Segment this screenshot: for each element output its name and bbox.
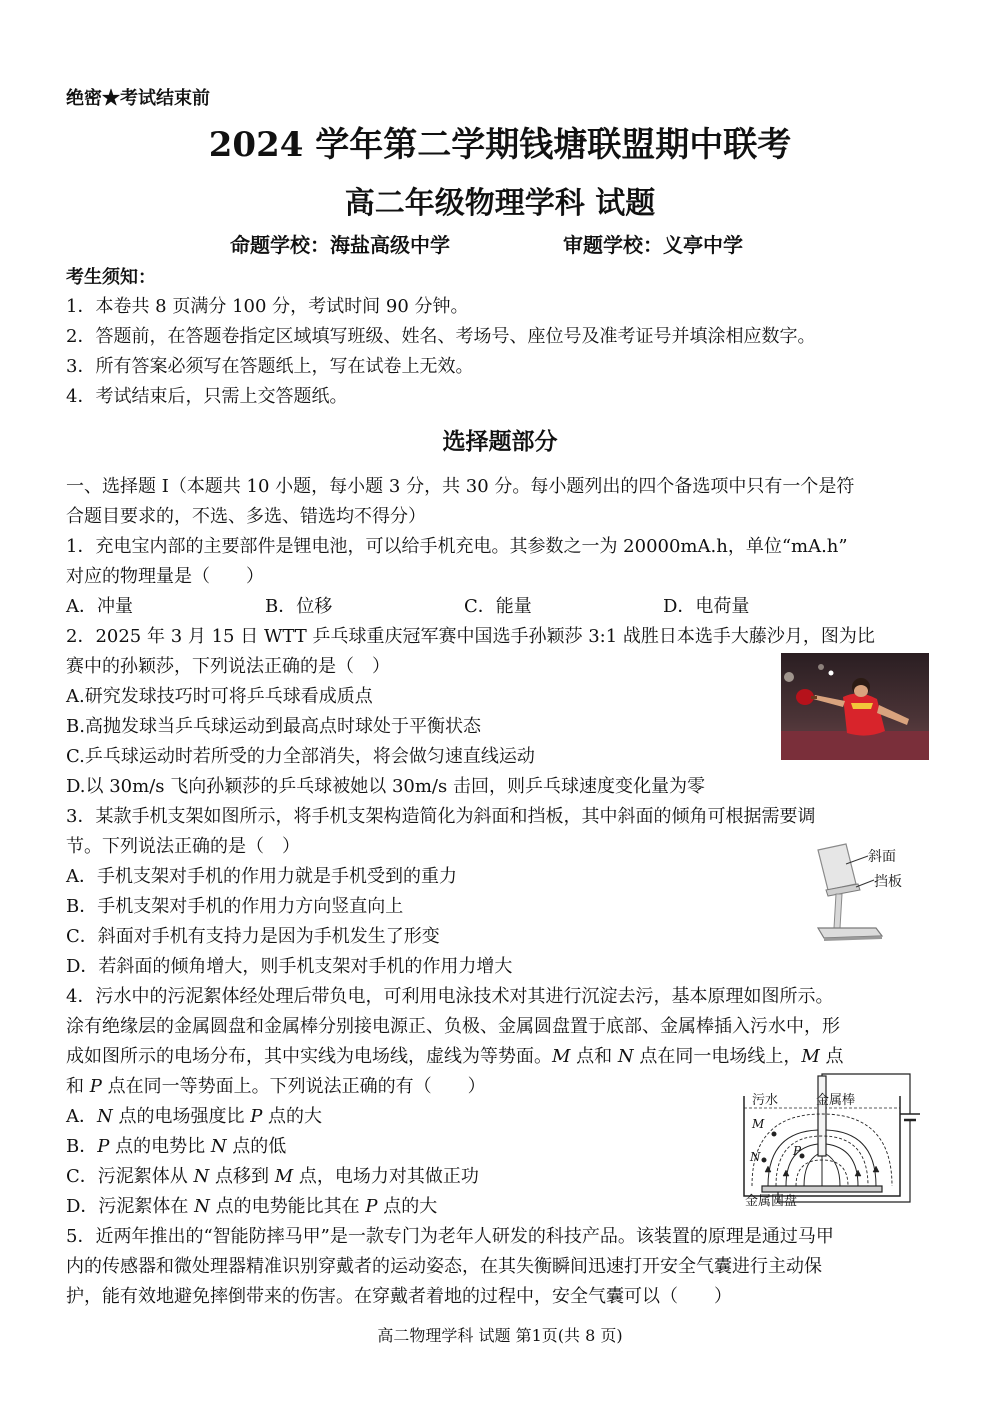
label-slope: 斜面 (868, 849, 896, 865)
label-point-p: P (793, 1144, 802, 1158)
q2-stem-1: 2．2025 年 3 月 15 日 WTT 乒乓球重庆冠军赛中国选手孙颖莎 3:1 战胜日本选手大藤沙月，图为比 (66, 626, 875, 647)
notice-title: 考生须知： (66, 267, 156, 288)
secret-label: 绝密★考试结束前 (66, 88, 210, 109)
table-tennis-photo (781, 653, 929, 760)
q5-stem-2: 内的传感器和微处理器精准识别穿戴者的运动姿态，在其失衡瞬间迅速打开安全气囊进行主动保 (66, 1256, 822, 1277)
q4-stem-2: 涂有绝缘层的金属圆盘和金属棒分别接电源正、负极、金属圆盘置于底部、金属棒插入污水中，形 (66, 1016, 840, 1037)
q3-stem-2: 节。下列说法正确的是（ ） (66, 836, 300, 857)
label-point-m: M (752, 1117, 765, 1131)
q1-stem-2: 对应的物理量是（ ） (66, 566, 264, 587)
q2-option-a: A.研究发球技巧时可将乒乓球看成质点 (66, 686, 373, 707)
q5-stem-1: 5．近两年推出的“智能防摔马甲”是一款专门为老年人研发的科技产品。该装置的原理是通过马甲 (66, 1226, 834, 1247)
q4-option-b: B．P 点的电势比 N 点的低 (66, 1136, 287, 1157)
q4-option-c: C．污泥絮体从 N 点移到 M 点，电场力对其做正功 (66, 1166, 479, 1187)
q1-stem-1: 1．充电宝内部的主要部件是锂电池，可以给手机充电。其参数之一为 20000mA.h，单位“mA.h” (66, 536, 848, 557)
notice-item-3: 3．所有答案必须写在答题纸上，写在试卷上无效。 (66, 356, 474, 377)
exam-title: 2024 学年第二学期钱塘联盟期中联考 (208, 125, 792, 165)
label-baffle: 挡板 (874, 874, 902, 890)
q4-stem-4: 和 P 点在同一等势面上。下列说法正确的有（ ） (66, 1076, 486, 1097)
q4-option-a: A．N 点的电场强度比 P 点的大 (66, 1106, 323, 1127)
section-title: 选择题部分 (442, 428, 558, 455)
q5-stem-3: 护，能有效地避免摔倒带来的伤害。在穿戴者着地的过程中，安全气囊可以（ ） (66, 1286, 732, 1307)
notice-item-2: 2．答题前，在答题卷指定区域填写班级、姓名、考场号、座位号及准考证号并填涂相应数字。 (66, 326, 816, 347)
proposer-school: 命题学校：海盐高级中学 (230, 233, 450, 257)
exam-subtitle: 高二年级物理学科 试题 (344, 186, 656, 221)
q4-stem-1: 4．污水中的污泥絮体经处理后带负电，可利用电泳技术对其进行沉淀去污，基本原理如图所示。 (66, 986, 834, 1007)
q2-stem-2: 赛中的孙颖莎，下列说法正确的是（ ） (66, 656, 390, 677)
q1-option-c: C．能量 (464, 596, 532, 617)
q3-option-a: A．手机支架对手机的作用力就是手机受到的重力 (66, 866, 457, 887)
reviewer-school: 审题学校：义亭中学 (563, 233, 743, 257)
q4-stem-3: 成如图所示的电场分布，其中实线为电场线，虚线为等势面。M 点和 N 点在同一电场线上，M 点 (66, 1046, 844, 1067)
notice-item-1: 1．本卷共 8 页满分 100 分，考试时间 90 分钟。 (66, 296, 469, 317)
label-rod: 金属棒 (816, 1093, 856, 1108)
label-disk: 金属圆盘 (745, 1194, 798, 1209)
q4-option-d: D．污泥絮体在 N 点的电势能比其在 P 点的大 (66, 1196, 438, 1217)
q2-option-b: B.高抛发球当乒乓球运动到最高点时球处于平衡状态 (66, 716, 481, 737)
notice-item-4: 4．考试结束后，只需上交答题纸。 (66, 386, 348, 407)
q2-option-d: D.以 30m/s 飞向孙颖莎的乒乓球被她以 30m/s 击回，则乒乓球速度变化量为零 (66, 776, 705, 797)
q1-option-a: A．冲量 (66, 596, 133, 617)
label-point-n: N (750, 1150, 761, 1164)
label-water: 污水 (752, 1093, 779, 1108)
part1-intro-2: 合题目要求的，不选、多选、错选均不得分） (66, 506, 426, 527)
q2-option-c: C.乒乓球运动时若所受的力全部消失，将会做匀速直线运动 (66, 746, 535, 767)
phone-stand-figure (806, 840, 916, 946)
q3-stem-1: 3．某款手机支架如图所示，将手机支架构造简化为斜面和挡板，其中斜面的倾角可根据需要调 (66, 806, 816, 827)
q1-option-d: D．电荷量 (663, 596, 750, 617)
q3-option-b: B．手机支架对手机的作用力方向竖直向上 (66, 896, 404, 917)
q1-option-b: B．位移 (265, 596, 333, 617)
part1-intro-1: 一、选择题 I（本题共 10 小题，每小题 3 分，共 30 分。每小题列出的四个备选项中只有一个是符 (66, 476, 855, 497)
q3-option-d: D．若斜面的倾角增大，则手机支架对手机的作用力增大 (66, 956, 513, 977)
page-footer: 高二物理学科 试题 第1页(共 8 页) (377, 1326, 623, 1345)
q3-option-c: C．斜面对手机有支持力是因为手机发生了形变 (66, 926, 440, 947)
